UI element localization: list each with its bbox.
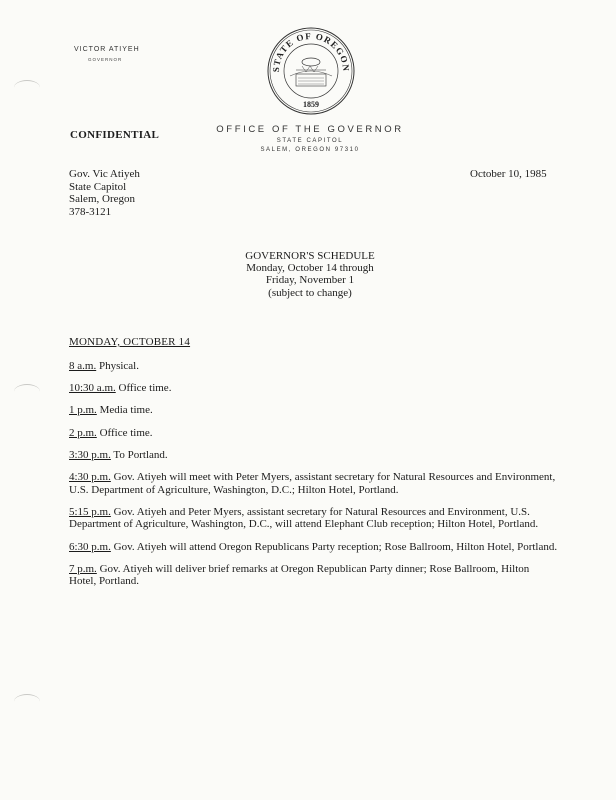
entry-time: 4:30 p.m.: [69, 470, 111, 483]
oregon-state-seal: [266, 26, 356, 116]
address-line-3: Salem, Oregon: [69, 193, 135, 206]
entry-time: 10:30 a.m.: [69, 382, 116, 395]
schedule-entry: [69, 506, 559, 531]
entry-text: To Portland.: [110, 448, 168, 461]
schedule-heading-line-4: (subject to change): [268, 286, 352, 299]
schedule-entry: [69, 471, 559, 496]
document-date: October 10, 1985: [470, 168, 547, 180]
binder-hole-mark: [14, 694, 40, 709]
entry-text: Gov. Atiyeh will deliver brief remarks at Oregon Republican Party dinner; Rose Ballroom, Hilton Hotel, Portland.: [69, 562, 530, 588]
governor-name: VICTOR ATIYEH: [74, 46, 140, 53]
classification-label: CONFIDENTIAL: [70, 129, 160, 141]
address-line-2: State Capitol: [69, 180, 127, 193]
entry-text: Physical.: [96, 360, 139, 372]
entry-text: Gov. Atiyeh will meet with Peter Myers, assistant secretary for Natural Resources and Environment, U.S. Department of Agriculture, Washington, D.C.; Hilton Hotel, Portland.: [69, 470, 556, 496]
address-block: [69, 168, 140, 218]
entry-time: 2 p.m.: [69, 426, 97, 439]
entry-time: 3:30 p.m.: [69, 448, 111, 461]
seal-year: 1859: [303, 100, 319, 109]
schedule-heading-line-3: Friday, November 1: [265, 274, 355, 287]
schedule-entry: [69, 449, 559, 462]
office-line-2: STATE CAPITOL: [276, 138, 344, 144]
schedule-entry: [69, 382, 559, 395]
seal-top-text: STATE OF OREGON: [270, 30, 352, 73]
binder-hole-mark: [14, 384, 40, 399]
office-line-1: OFFICE OF THE GOVERNOR: [216, 124, 404, 135]
schedule-entry: [69, 404, 559, 417]
entry-text: Media time.: [96, 404, 153, 417]
entry-time: 8 a.m.: [69, 360, 97, 372]
entry-text: Gov. Atiyeh will attend Oregon Republicans Party reception; Rose Ballroom, Hilton Hotel, Portland.: [110, 540, 558, 553]
entry-text: Office time.: [115, 382, 172, 395]
governor-title: GOVERNOR: [88, 57, 123, 62]
address-line-4: 378-3121: [69, 205, 112, 218]
day-heading: MONDAY, OCTOBER 14: [69, 336, 191, 348]
entry-text: Gov. Atiyeh and Peter Myers, assistant secretary for Natural Resources and Environment, U.S. Department of Agriculture, Washington, D.C., will attend Elephant Club reception; Hilton Hotel, Portland.: [69, 505, 539, 531]
entry-time: 5:15 p.m.: [69, 505, 111, 518]
schedule-entry: [69, 541, 559, 554]
entry-time: 7 p.m.: [69, 562, 97, 575]
binder-hole-mark: [14, 80, 40, 95]
schedule-heading-line-1: GOVERNOR'S SCHEDULE: [245, 250, 375, 262]
office-line-3: SALEM, OREGON 97310: [260, 147, 360, 153]
entry-text: Office time.: [96, 426, 153, 439]
office-block: [210, 124, 410, 153]
schedule-entry: [69, 360, 559, 373]
entry-time: 6:30 p.m.: [69, 540, 111, 553]
schedule-entry: [69, 427, 559, 440]
schedule-heading-line-2: Monday, October 14 through: [246, 262, 374, 275]
entry-time: 1 p.m.: [69, 404, 97, 417]
schedule-entries: [69, 360, 559, 597]
address-line-1: Gov. Vic Atiyeh: [69, 168, 140, 180]
schedule-entry: [69, 563, 559, 588]
schedule-heading: [200, 250, 420, 299]
